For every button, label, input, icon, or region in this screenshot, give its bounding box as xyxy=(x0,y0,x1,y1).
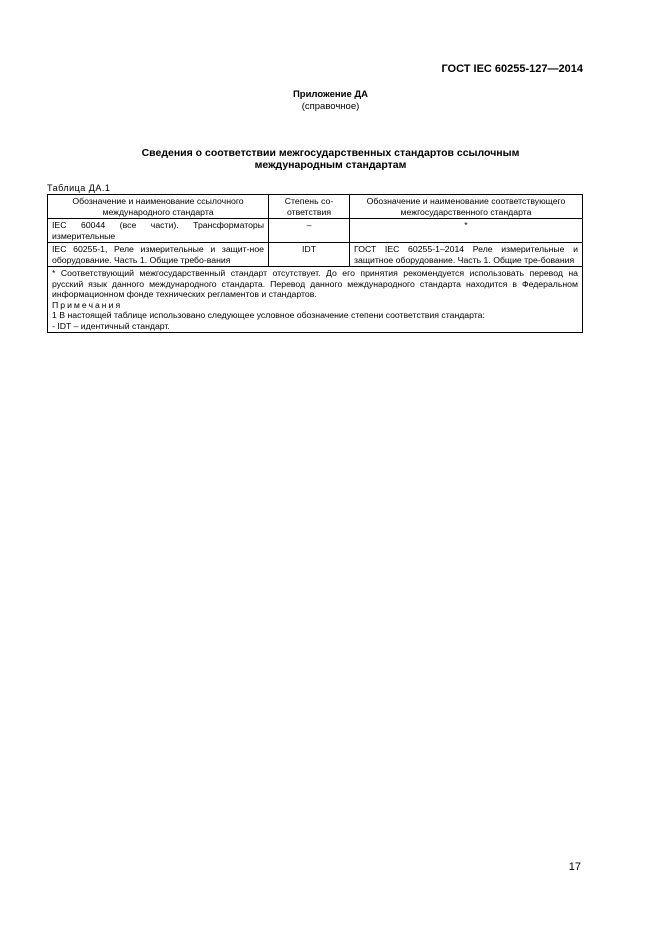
document-code: ГОСТ IEC 60255-127—2014 xyxy=(441,63,583,75)
annex-heading xyxy=(0,89,661,113)
cell-degree: IDT xyxy=(269,243,350,267)
section-heading-line-2: международным стандартам xyxy=(254,159,407,171)
table-notes xyxy=(48,267,583,333)
cell-interstate-standard: ГОСТ IEC 60255-1–2014 Реле измерительные и защитное оборудование. Часть 1. Общие тре-бования xyxy=(350,243,583,267)
table-row xyxy=(48,243,583,267)
table-row xyxy=(48,219,583,243)
header-international-standard: Обозначение и наименование ссылочного международного стандарта xyxy=(48,195,269,219)
table-footnote: * Соответствующий межгосударственный стандарт отсутствует. До его принятия рекомендуется использовать перевод на русский язык данного международного стандарта. Перевод данного международного стандарта находится в Федеральном информационном фонде технических регламентов и стандартов. xyxy=(52,268,578,299)
note-2: - IDT – идентичный стандарт. xyxy=(52,320,170,331)
annex-subtitle: (справочное) xyxy=(301,101,360,112)
cell-interstate-standard: * xyxy=(350,219,583,243)
note-1: 1 В настоящей таблице использовано следующее условное обозначение степени соответствия стандарта: xyxy=(52,310,485,320)
table-notes-row xyxy=(48,267,583,333)
table-caption: Таблица ДА.1 xyxy=(47,183,111,193)
table-header-row xyxy=(48,195,583,219)
page-number: 17 xyxy=(568,861,581,873)
section-heading xyxy=(0,147,661,171)
header-interstate-standard: Обозначение и наименование соответствующего межгосударственного стандарта xyxy=(350,195,583,219)
cell-degree: – xyxy=(269,219,350,243)
section-heading-line-1: Сведения о соответствии межгосударственных стандартов ссылочным xyxy=(141,147,520,159)
annex-title: Приложение ДА xyxy=(292,89,369,100)
notes-title: Примечания xyxy=(52,299,123,310)
cell-international-standard: IEC 60255-1, Реле измерительные и защит-ное оборудование. Часть 1. Общие требо-вания xyxy=(48,243,269,267)
correspondence-table xyxy=(47,194,583,333)
header-degree-of-correspondence: Степень со-ответствия xyxy=(269,195,350,219)
cell-international-standard: IEC 60044 (все части). Трансформаторы измерительные xyxy=(48,219,269,243)
